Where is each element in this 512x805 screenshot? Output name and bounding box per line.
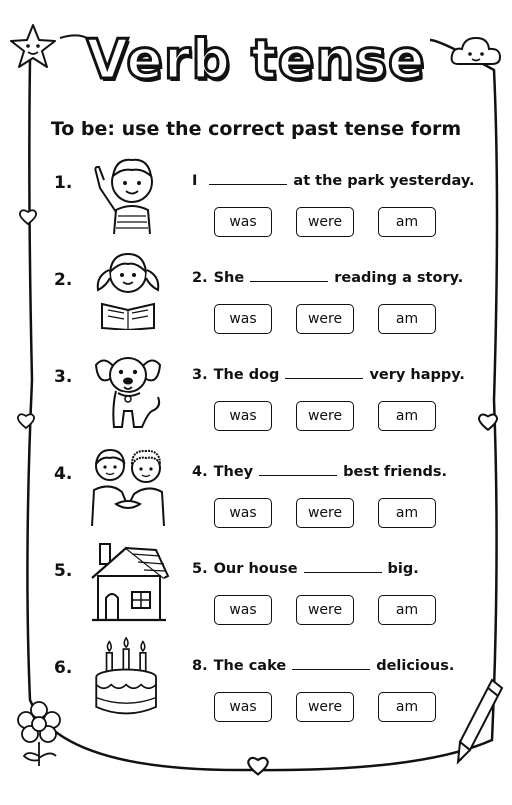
question-sentence	[192, 560, 419, 577]
birthday-cake-icon	[86, 636, 170, 720]
sentence-after: very happy.	[369, 367, 465, 383]
choice-were-button[interactable]: were	[296, 692, 354, 722]
heart-icon	[476, 412, 500, 432]
sentence-before: Our house	[213, 561, 298, 577]
flower-icon	[14, 700, 64, 768]
boy-waving-icon	[86, 150, 170, 234]
answer-choices	[214, 401, 454, 431]
dog-icon	[86, 345, 170, 429]
choice-were-button[interactable]: were	[296, 401, 354, 431]
question-number: 5.	[54, 561, 73, 581]
sentence-after: delicious.	[376, 658, 455, 674]
sentence-after: big.	[387, 561, 419, 577]
choice-am-button[interactable]: am	[378, 595, 436, 625]
question-number: 3.	[54, 367, 73, 387]
sentence-prefix: 8.	[192, 658, 208, 674]
sentence-after: best friends.	[343, 464, 448, 480]
answer-blank[interactable]	[250, 269, 328, 282]
answer-choices	[214, 498, 454, 528]
instructions: To be: use the correct past tense form	[50, 118, 462, 140]
sentence-after: reading a story.	[334, 270, 464, 286]
sentence-prefix: 5.	[192, 561, 208, 577]
house-icon	[86, 540, 170, 624]
choice-was-button[interactable]: was	[214, 498, 272, 528]
question-number: 4.	[54, 464, 73, 484]
choice-was-button[interactable]: was	[214, 401, 272, 431]
question-sentence	[192, 269, 463, 286]
answer-blank[interactable]	[304, 560, 382, 573]
choice-were-button[interactable]: were	[296, 304, 354, 334]
sentence-before: They	[213, 464, 254, 480]
answer-blank[interactable]	[292, 657, 370, 670]
choice-am-button[interactable]: am	[378, 304, 436, 334]
sentence-prefix: 3.	[192, 367, 208, 383]
choice-am-button[interactable]: am	[378, 401, 436, 431]
question-number: 6.	[54, 658, 73, 678]
choice-was-button[interactable]: was	[214, 692, 272, 722]
choice-am-button[interactable]: am	[378, 207, 436, 237]
sentence-prefix: 4.	[192, 464, 208, 480]
question-number: 1.	[54, 173, 73, 193]
answer-choices	[214, 595, 454, 625]
answer-choices	[214, 304, 454, 334]
question-sentence	[192, 172, 475, 189]
heart-icon	[18, 208, 38, 226]
choice-were-button[interactable]: were	[296, 595, 354, 625]
heart-icon	[246, 755, 270, 777]
choice-was-button[interactable]: was	[214, 304, 272, 334]
choice-were-button[interactable]: were	[296, 498, 354, 528]
choice-am-button[interactable]: am	[378, 692, 436, 722]
sentence-prefix: I	[192, 173, 198, 189]
friends-handshake-icon	[86, 442, 170, 526]
answer-choices	[214, 692, 454, 722]
choice-was-button[interactable]: was	[214, 207, 272, 237]
girl-reading-icon	[86, 246, 170, 330]
question-sentence	[192, 366, 465, 383]
choice-were-button[interactable]: were	[296, 207, 354, 237]
answer-choices	[214, 207, 454, 237]
answer-blank[interactable]	[209, 172, 287, 185]
question-number: 2.	[54, 270, 73, 290]
sentence-before: The dog	[213, 367, 280, 383]
sentence-after: at the park yesterday.	[293, 173, 475, 189]
choice-was-button[interactable]: was	[214, 595, 272, 625]
question-sentence	[192, 657, 454, 674]
sentence-prefix: 2.	[192, 270, 208, 286]
pencil-icon	[452, 676, 506, 766]
choice-am-button[interactable]: am	[378, 498, 436, 528]
sentence-before: The cake	[213, 658, 287, 674]
sentence-before: She	[213, 270, 245, 286]
question-sentence	[192, 463, 447, 480]
heart-icon	[16, 412, 36, 430]
page-title: Verb tense	[86, 28, 426, 91]
answer-blank[interactable]	[259, 463, 337, 476]
answer-blank[interactable]	[285, 366, 363, 379]
